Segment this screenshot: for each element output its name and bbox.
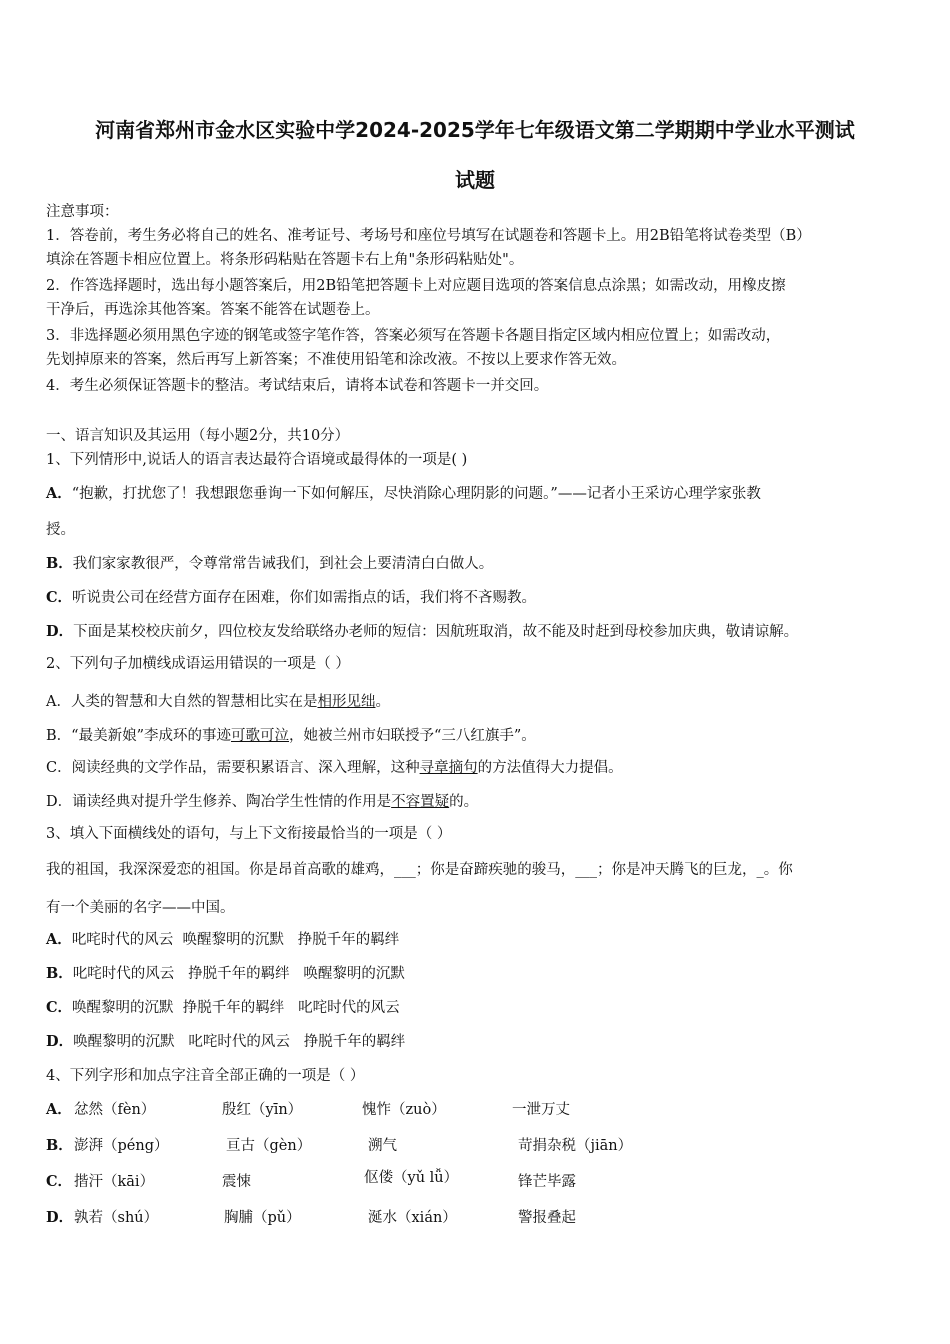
question-4-stem: 4、下列字形和加点字注音全部正确的一项是（ ）: [46, 1068, 365, 1084]
question-1-option-a: [46, 484, 908, 504]
option-cell: 溯气: [368, 1138, 397, 1154]
question-1-stem: 1、下列情形中,说话人的语言表达最符合语境或最得体的一项是( ): [46, 452, 468, 468]
option-cell: 震悚: [222, 1174, 251, 1190]
option-cell: 警报叠起: [518, 1210, 576, 1226]
option-text: “抱歉，打扰您了！我想跟您垂询一下如何解压，尽快消除心理阴影的问题。”——记者小王采访心理学家张教: [71, 486, 761, 502]
option-text: 的方法值得大力提倡。: [477, 760, 623, 776]
option-key: A．: [46, 931, 72, 948]
notice-line: 4．考生必须保证答题卡的整洁。考试结束后，请将本试卷和答题卡一并交回。: [46, 378, 549, 394]
option-text: 。: [375, 694, 390, 710]
question-2-option-a: [46, 692, 908, 712]
option-cell: 一泄万丈: [512, 1102, 570, 1118]
option-cell: 苛捐杂税（jiān）: [518, 1138, 633, 1154]
option-key: D．: [46, 1209, 74, 1226]
option-key: D．: [46, 623, 74, 640]
question-3-passage-cont: 有一个美丽的名字——中国。: [46, 900, 235, 916]
notice-line: 3．非选择题必须用黑色字迹的钢笔或签字笔作答，答案必须写在答题卡各题目指定区域内相应位置上；如需改动，: [46, 328, 781, 344]
option-key: A．: [46, 1101, 72, 1118]
option-text: C．阅读经典的文学作品，需要积累语言、深入理解，这种: [46, 760, 420, 776]
underlined-idiom: 可歌可泣: [230, 728, 289, 744]
notice-line: 干净后，再选涂其他答案。答案不能答在试题卷上。: [46, 302, 380, 318]
question-3-option-a: [46, 930, 908, 950]
exam-title-line1: 河南省郑州市金水区实验中学2024-2025学年七年级语文第二学期期中学业水平测试: [95, 118, 855, 142]
question-3-stem: 3、填入下面横线处的语句，与上下文衔接最恰当的一项是（ ）: [46, 826, 452, 842]
option-cell: 伛偻（yǔ lǚ）: [364, 1170, 459, 1186]
notice-heading: 注意事项：: [46, 204, 119, 220]
option-key: C．: [46, 999, 73, 1016]
option-cell: 殷红（yīn）: [222, 1102, 303, 1118]
option-cell: 亘古（gèn）: [226, 1138, 312, 1154]
question-3-option-b: [46, 964, 908, 984]
question-1-option-b: [46, 554, 908, 574]
question-1-option-d: [46, 622, 908, 642]
option-cell: 揩汗（kāi）: [74, 1174, 155, 1190]
option-cell: 孰若（shú）: [74, 1210, 159, 1226]
notice-line: 填涂在答题卡相应位置上。将条形码粘贴在答题卡右上角"条形码粘贴处"。: [46, 252, 524, 268]
option-cell: 胸脯（pǔ）: [224, 1210, 301, 1226]
question-2-option-b: [46, 726, 908, 746]
option-text: A．人类的智慧和大自然的智慧相比实在是: [46, 694, 318, 710]
exam-title-line2: 试题: [455, 168, 495, 192]
option-text: 下面是某校校庆前夕，四位校友发给联络办老师的短信：因航班取消，故不能及时赶到母校参加庆典，敬请谅解。: [73, 624, 799, 640]
option-key: C．: [46, 589, 73, 606]
option-cell: 澎湃（péng）: [74, 1138, 169, 1154]
option-cell: 涎水（xián）: [368, 1210, 457, 1226]
option-key: D．: [46, 1033, 74, 1050]
question-3-option-c: [46, 998, 908, 1018]
question-1-option-a-cont: 授。: [46, 522, 75, 538]
option-text: 叱咤时代的风云 唤醒黎明的沉默 挣脱千年的羁绊: [71, 932, 400, 948]
question-3-option-d: [46, 1032, 908, 1052]
notice-line: 2．作答选择题时，选出每小题答案后，用2B铅笔把答题卡上对应题目选项的答案信息点涂黑；如需改动，用橡皮擦: [46, 278, 786, 294]
option-key: B．: [46, 555, 73, 572]
underlined-idiom: 相形见绌: [317, 694, 376, 710]
question-3-passage: 我的祖国，我深深爱恋的祖国。你是昂首高歌的雄鸡，___；你是奋蹄疾驰的骏马，___；你是冲天腾飞的巨龙，_。你: [46, 862, 793, 878]
underlined-idiom: 不容置疑: [391, 794, 450, 810]
question-2-stem: 2、下列句子加横线成语运用错误的一项是（ ）: [46, 656, 350, 672]
option-text: ，她被兰州市妇联授予“三八红旗手”。: [288, 728, 536, 744]
option-text: 听说贵公司在经营方面存在困难，你们如需指点的话，我们将不吝赐教。: [72, 590, 537, 606]
option-text: 唤醒黎明的沉默 挣脱千年的羁绊 叱咤时代的风云: [72, 1000, 400, 1016]
option-cell: 忿然（fèn）: [74, 1102, 156, 1118]
option-text: D．诵读经典对提升学生修养、陶冶学生性情的作用是: [46, 794, 392, 810]
option-cell: 锋芒毕露: [518, 1174, 576, 1190]
option-key: C．: [46, 1173, 73, 1190]
option-text: 我们家家教很严，令尊常常告诫我们，到社会上要清清白白做人。: [72, 556, 494, 572]
question-2-option-c: [46, 758, 908, 778]
option-key: B．: [46, 1137, 73, 1154]
option-cell: 愧怍（zuò）: [362, 1102, 446, 1118]
option-text: B．“最美新娘”李成环的事迹: [46, 728, 231, 744]
section-heading: 一、语言知识及其运用（每小题2分，共10分）: [46, 428, 350, 444]
option-key: B．: [46, 965, 73, 982]
option-text: 唤醒黎明的沉默 叱咤时代的风云 挣脱千年的羁绊: [73, 1034, 406, 1050]
question-1-option-c: [46, 588, 908, 608]
option-text: 叱咤时代的风云 挣脱千年的羁绊 唤醒黎明的沉默: [72, 966, 405, 982]
option-key: A．: [46, 485, 72, 502]
notice-line: 先划掉原来的答案，然后再写上新答案；不准使用铅笔和涂改液。不按以上要求作答无效。: [46, 352, 626, 368]
option-text: 的。: [449, 794, 479, 810]
notice-line: 1．答卷前，考生务必将自己的姓名、准考证号、考场号和座位号填写在试题卷和答题卡上。用2B铅笔将试卷类型（B）: [46, 228, 811, 244]
underlined-idiom: 寻章摘句: [419, 760, 478, 776]
question-2-option-d: [46, 792, 908, 812]
